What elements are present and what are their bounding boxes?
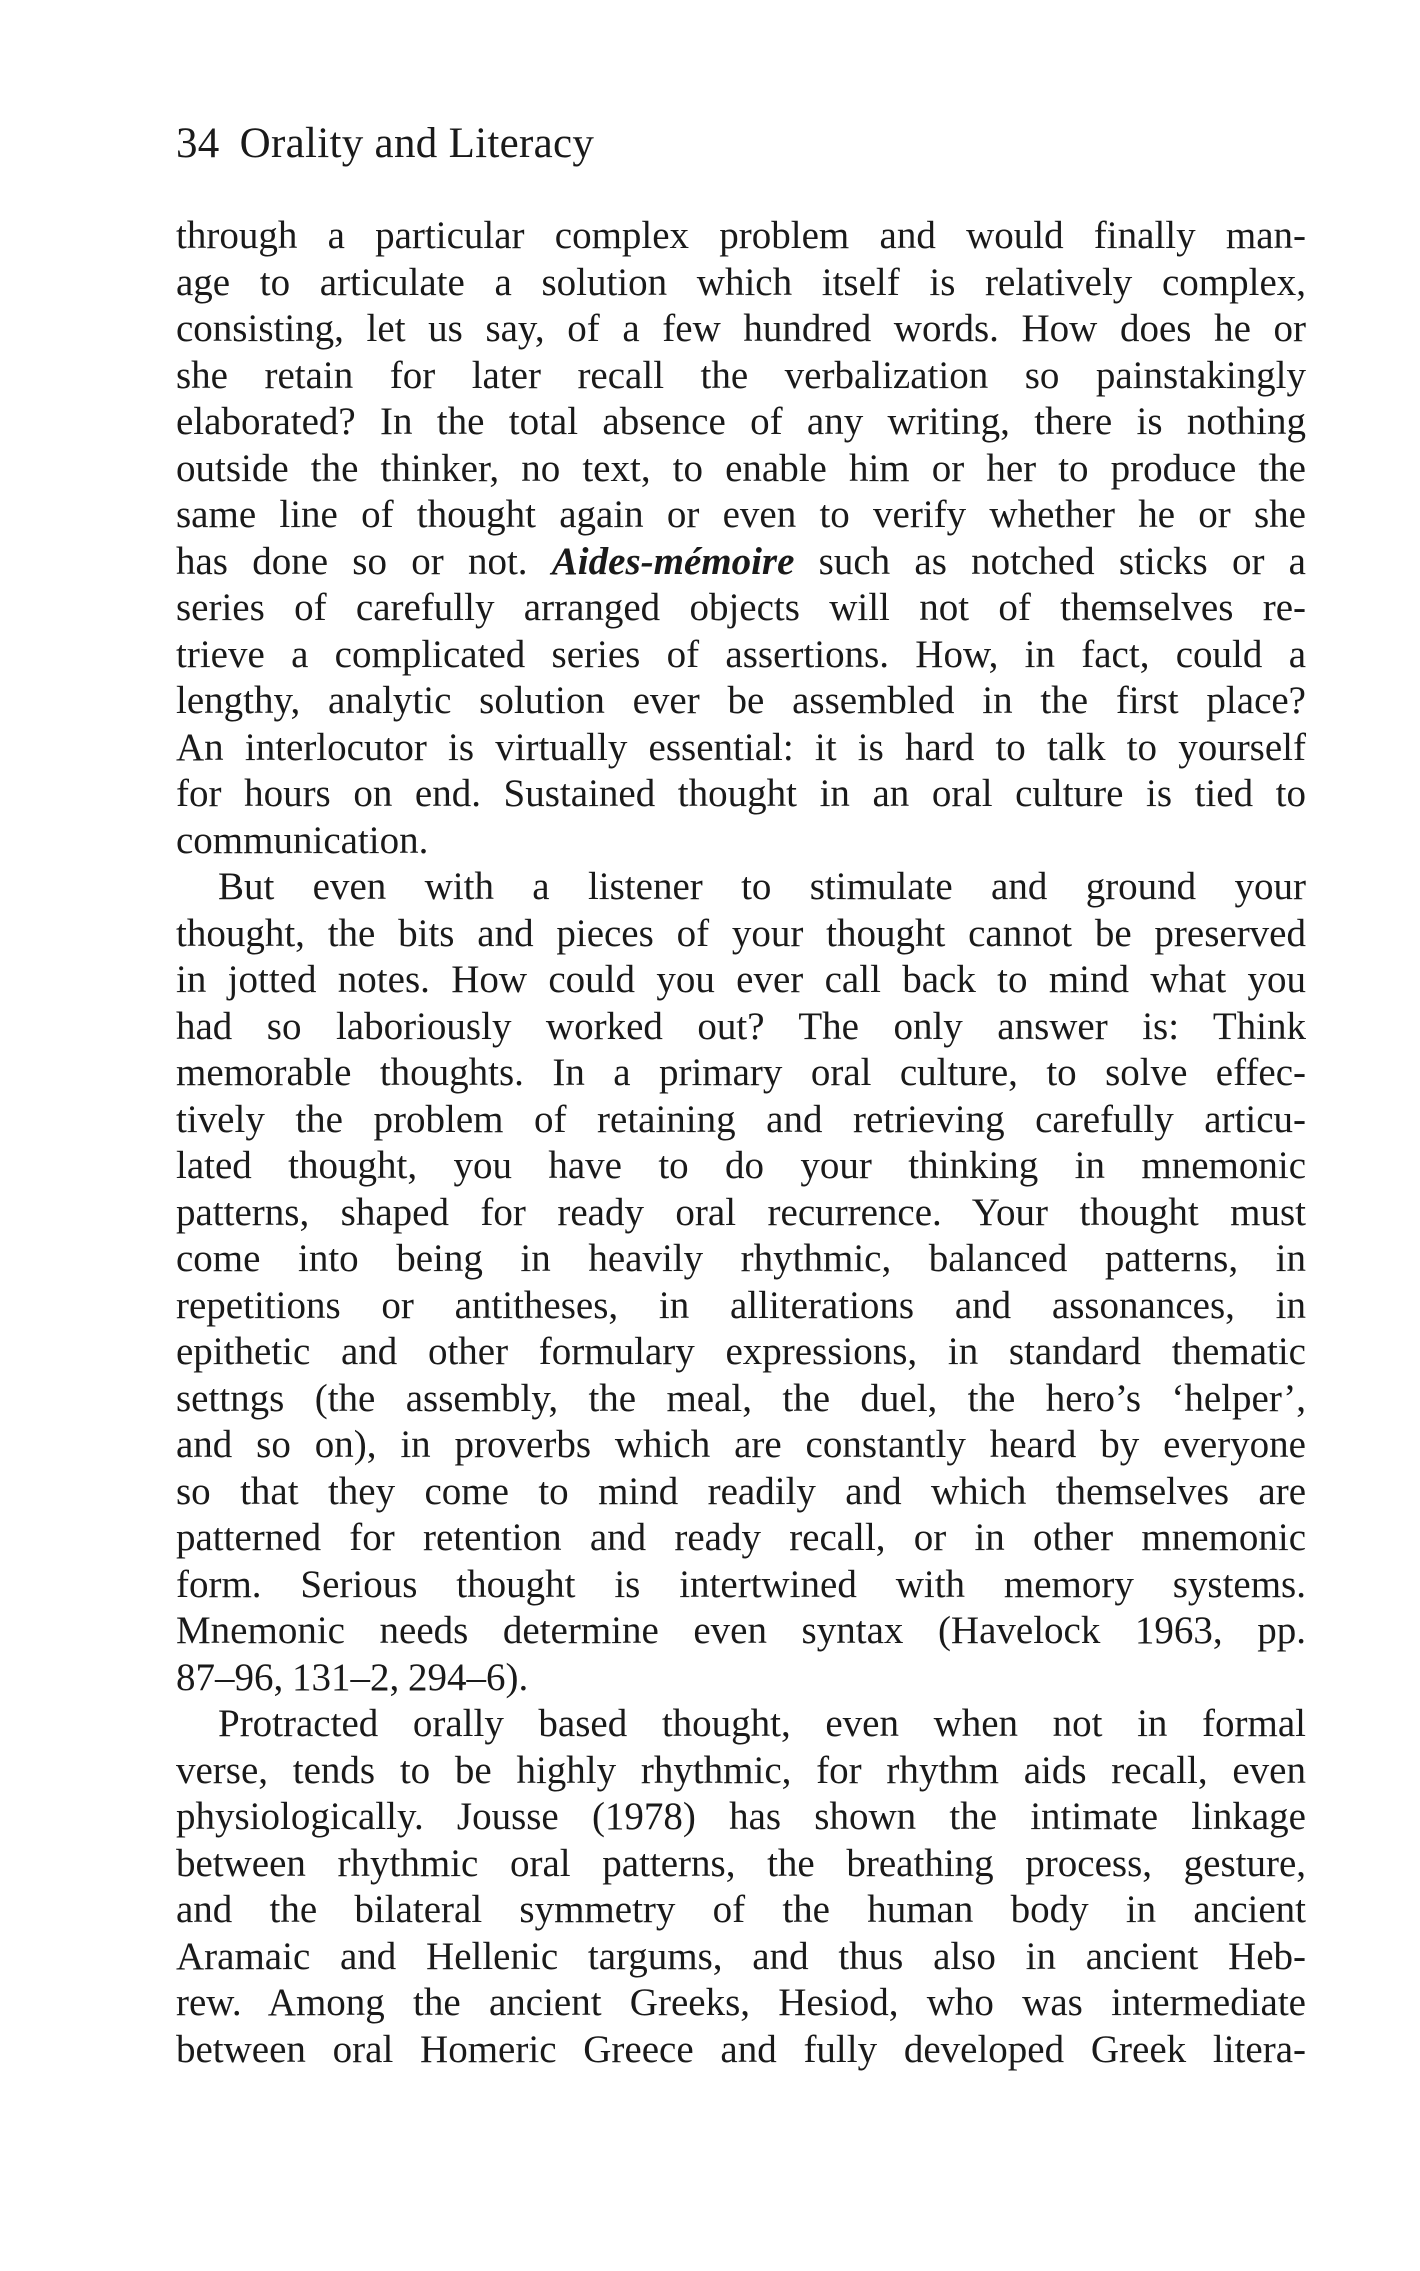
text-line: same line of thought again or even to verify whether he or she [176,493,1306,536]
italic-term: Aides-mémoire [551,539,795,583]
text-line: come into being in heavily rhythmic, balanced patterns, in [176,1237,1306,1280]
running-head-title: Orality and Literacy [239,120,595,167]
text-line: rew. Among the ancient Greeks, Hesiod, who was intermediate [176,1981,1306,2024]
text-line: form. Serious thought is intertwined with memory systems. [176,1562,1306,1606]
running-head [176,118,594,170]
text-line: consisting, let us say, of a few hundred words. How does he or [176,307,1306,350]
text-line [176,539,1306,586]
text-line: series of carefully arranged objects will not of themselves re- [176,586,1306,629]
text-line: But even with a listener to stimulate and ground your [218,865,1306,908]
text-line: Protracted orally based thought, even when not in formal [218,1702,1306,1745]
text-line: so that they come to mind readily and which themselves are [176,1469,1306,1513]
text-line: thought, the bits and pieces of your thought cannot be preserved [176,911,1306,955]
text-line: verse, tends to be highly rhythmic, for rhythm aids recall, even [176,1748,1306,1792]
text-line: epithetic and other formulary expressions, in standard thematic [176,1330,1306,1373]
text-line: between rhythmic oral patterns, the breathing process, gesture, [176,1841,1306,1885]
text-line: settngs (the assembly, the meal, the duel, the hero’s ‘helper’, [176,1376,1306,1420]
text-line: tively the problem of retaining and retrieving carefully articu- [176,1097,1306,1141]
text-line: Mnemonic needs determine even syntax (Havelock 1963, pp. [176,1609,1306,1652]
text-line: physiologically. Jousse (1978) has shown the intimate linkage [176,1795,1306,1838]
text-line: trieve a complicated series of assertions. How, in fact, could a [176,632,1306,676]
text-line: repetitions or antitheses, in alliterations and assonances, in [176,1283,1306,1327]
text-line: elaborated? In the total absence of any writing, there is nothing [176,400,1306,443]
text-span: such as notched sticks or a [794,539,1306,583]
text-line: and the bilateral symmetry of the human body in ancient [176,1888,1306,1931]
body-text [176,213,1306,2073]
text-line: communication. [176,818,429,862]
text-line: for hours on end. Sustained thought in an oral culture is tied to [176,772,1306,815]
text-line: outside the thinker, no text, to enable him or her to produce the [176,446,1306,490]
text-line: lengthy, analytic solution ever be assembled in the first place? [176,679,1306,722]
text-span: has done so or not. [176,539,552,583]
text-line: she retain for later recall the verbalization so painstakingly [176,353,1306,397]
text-line: patterns, shaped for ready oral recurrence. Your thought must [176,1190,1306,1234]
page-number: 34 [176,120,220,167]
text-line: An interlocutor is virtually essential: it is hard to talk to yourself [176,725,1306,769]
text-line: memorable thoughts. In a primary oral culture, to solve effec- [176,1051,1306,1094]
text-line: lated thought, you have to do your thinking in mnemonic [176,1144,1306,1187]
text-line: patterned for retention and ready recall, or in other mnemonic [176,1516,1306,1559]
text-line: age to articulate a solution which itself is relatively complex, [176,260,1306,304]
text-line: had so laboriously worked out? The only answer is: Think [176,1004,1306,1048]
text-line: through a particular complex problem and would finally man- [176,214,1306,257]
text-line: in jotted notes. How could you ever call back to mind what you [176,958,1306,1001]
text-line: and so on), in proverbs which are constantly heard by everyone [176,1423,1306,1466]
text-line: between oral Homeric Greece and fully developed Greek litera- [176,2027,1306,2071]
text-line: 87–96, 131–2, 294–6). [176,1655,529,1699]
text-line: Aramaic and Hellenic targums, and thus also in ancient Heb- [176,1934,1306,1978]
